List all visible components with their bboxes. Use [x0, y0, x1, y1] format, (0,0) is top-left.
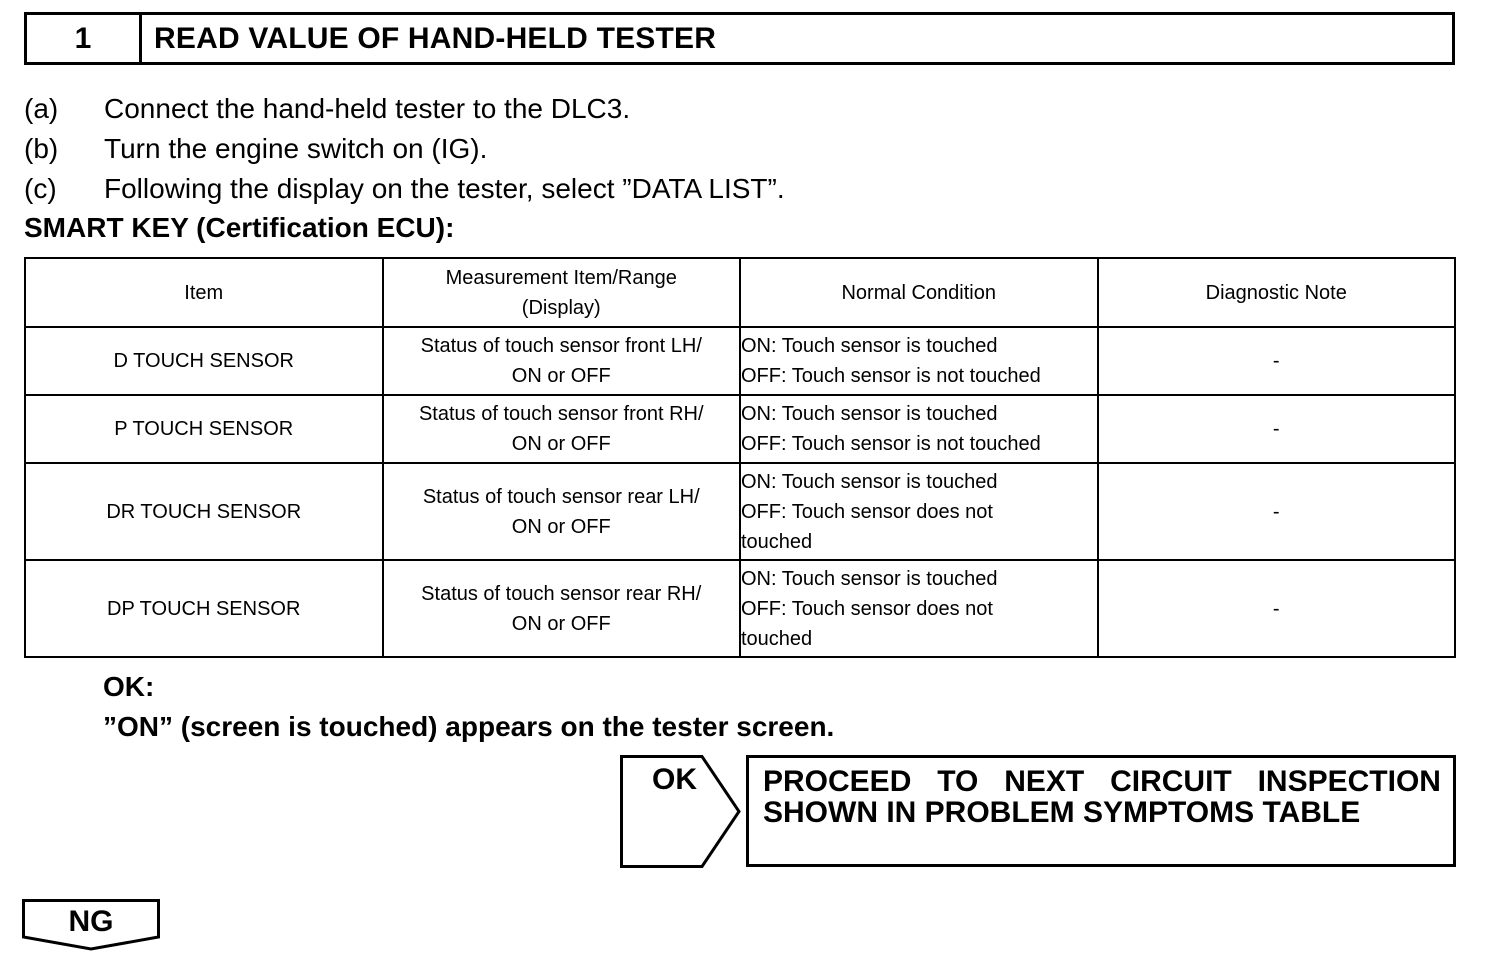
- instruction-label: (a): [24, 93, 59, 124]
- cell-normal-condition: [740, 395, 1098, 463]
- table-row: [25, 463, 1455, 560]
- table-header-row: [25, 258, 1455, 327]
- cell-normal-line1: ON: Touch sensor is touched: [741, 403, 998, 425]
- instruction-label: (b): [24, 133, 59, 164]
- header-measurement: [383, 258, 741, 327]
- header-diagnostic-note: Diagnostic Note: [1098, 258, 1456, 327]
- proceed-word: INSPECTION: [1257, 765, 1441, 798]
- cell-measurement: [383, 327, 741, 395]
- cell-normal-line1: ON: Touch sensor is touched: [741, 470, 998, 493]
- step-title: READ VALUE OF HAND-HELD TESTER: [154, 21, 717, 55]
- table-row: [25, 327, 1455, 395]
- cell-normal-line1: ON: Touch sensor is touched: [741, 567, 998, 590]
- cell-normal-line1: ON: Touch sensor is touched: [741, 335, 998, 357]
- instruction-text: Following the display on the tester, select ”DATA LIST”.: [104, 173, 785, 204]
- cell-normal-line2: OFF: Touch sensor does not: [741, 500, 993, 523]
- cell-normal-line2: OFF: Touch sensor is not touched: [741, 433, 1041, 455]
- cell-measurement: [383, 395, 741, 463]
- header-normal-condition: Normal Condition: [740, 258, 1098, 327]
- header-measurement-line1: Measurement Item/Range: [445, 266, 677, 289]
- cell-normal-line2: OFF: Touch sensor is not touched: [741, 365, 1041, 387]
- cell-item: DP TOUCH SENSOR: [25, 560, 383, 657]
- cell-normal-condition: [740, 560, 1098, 657]
- header-measurement-line2: (Display): [521, 296, 601, 319]
- step-header: [24, 12, 1455, 65]
- cell-normal-line3: touched: [741, 627, 813, 650]
- cell-diagnostic-note: -: [1098, 395, 1456, 463]
- cell-measurement-line2: ON or OFF: [511, 515, 611, 538]
- cell-measurement-line1: Status of touch sensor rear RH/: [421, 582, 702, 605]
- cell-diagnostic-note: -: [1098, 560, 1456, 657]
- step-number: 1: [27, 15, 142, 62]
- cell-item: P TOUCH SENSOR: [25, 395, 383, 463]
- cell-measurement: [383, 463, 741, 560]
- instruction-b: [24, 132, 487, 166]
- cell-measurement-line2: ON or OFF: [511, 612, 611, 635]
- cell-measurement-line1: Status of touch sensor front LH/: [420, 335, 702, 357]
- instruction-a: [24, 92, 630, 126]
- proceed-word: PROCEED: [763, 765, 912, 798]
- cell-measurement-line2: ON or OFF: [511, 365, 611, 387]
- cell-normal-line2: OFF: Touch sensor does not: [741, 597, 993, 620]
- cell-normal-line3: touched: [741, 530, 813, 553]
- cell-diagnostic-note: -: [1098, 327, 1456, 395]
- instruction-text: Turn the engine switch on (IG).: [104, 133, 488, 164]
- cell-measurement-line1: Status of touch sensor front RH/: [418, 403, 704, 425]
- cell-normal-condition: [740, 327, 1098, 395]
- cell-item: DR TOUCH SENSOR: [25, 463, 383, 560]
- header-item: Item: [25, 258, 383, 327]
- cell-measurement: [383, 560, 741, 657]
- proceed-box: [746, 755, 1456, 867]
- cell-measurement-line1: Status of touch sensor rear LH/: [422, 485, 700, 508]
- ok-criteria-label: OK:: [103, 671, 155, 702]
- proceed-word: NEXT: [1004, 765, 1085, 798]
- cell-measurement-line2: ON or OFF: [511, 433, 611, 455]
- proceed-word: CIRCUIT: [1110, 765, 1232, 798]
- table-row: [25, 560, 1455, 657]
- ng-label: NG: [68, 905, 114, 938]
- proceed-line2: SHOWN IN PROBLEM SYMPTOMS TABLE: [763, 796, 1361, 829]
- instruction-text: Connect the hand-held tester to the DLC3.: [104, 93, 631, 124]
- table-row: [25, 395, 1455, 463]
- cell-item: D TOUCH SENSOR: [25, 327, 383, 395]
- cell-normal-condition: [740, 463, 1098, 560]
- data-list-table: [24, 257, 1456, 658]
- ok-arrow-label: OK: [652, 763, 697, 796]
- ok-criteria-text: ”ON” (screen is touched) appears on the tester screen.: [103, 711, 835, 742]
- cell-diagnostic-note: -: [1098, 463, 1456, 560]
- proceed-line1: [763, 766, 1441, 797]
- section-heading: SMART KEY (Certification ECU):: [24, 212, 455, 243]
- instruction-label: (c): [24, 173, 57, 204]
- instruction-c: [24, 172, 785, 206]
- proceed-word: TO: [937, 765, 979, 798]
